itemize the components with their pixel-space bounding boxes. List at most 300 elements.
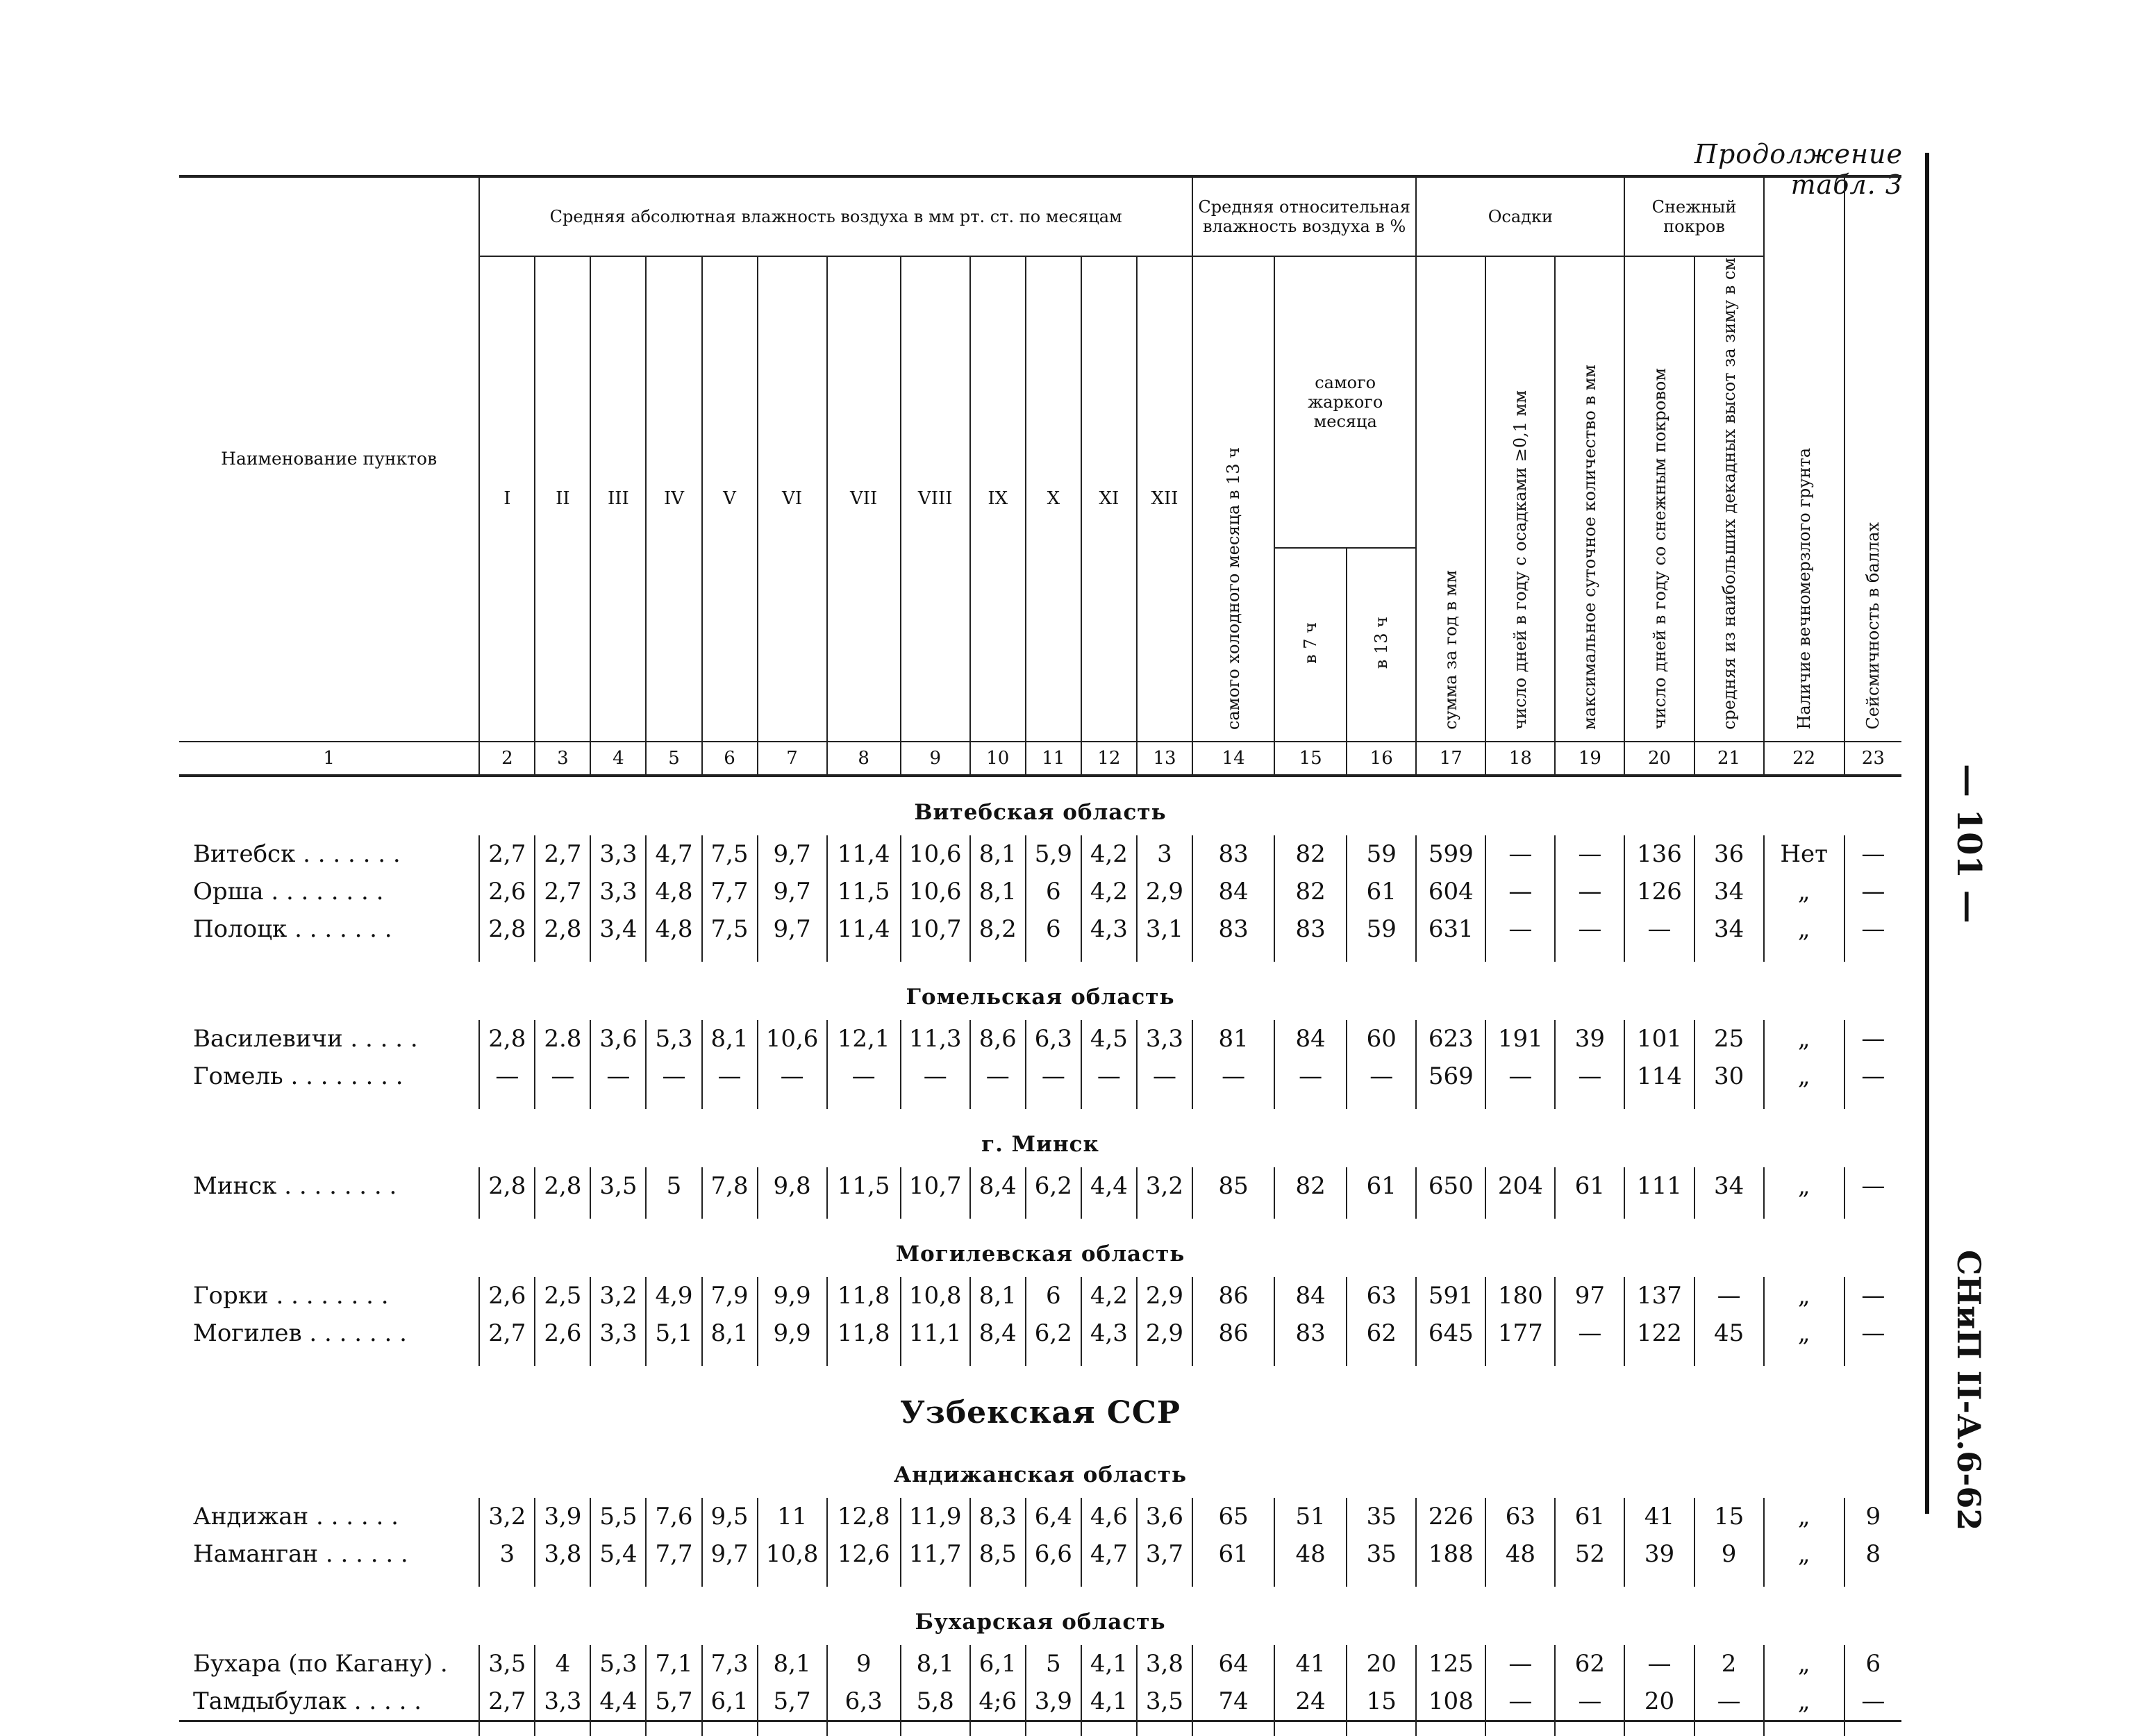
table-cell: 11,1 <box>901 1314 970 1352</box>
spacer-cell <box>1555 1721 1624 1736</box>
spacer-cell <box>1347 1573 1416 1587</box>
climate-table <box>179 175 1901 1736</box>
table-cell: — <box>1844 873 1901 910</box>
table-cell: 9 <box>1844 1498 1901 1535</box>
table-cell: 9,7 <box>758 835 827 873</box>
hot-month-header: самого жаркого месяца <box>1274 256 1416 548</box>
spacer-cell <box>179 1205 479 1219</box>
table-cell: 599 <box>1416 835 1485 873</box>
table-cell: 650 <box>1416 1167 1485 1205</box>
table-cell: 84 <box>1192 873 1274 910</box>
table-cell: 36 <box>1694 835 1764 873</box>
spacer-row <box>179 948 1901 962</box>
spacer-cell <box>702 1205 758 1219</box>
table-cell: 7,1 <box>646 1645 701 1683</box>
month-header: XII <box>1137 256 1192 742</box>
spacer-cell <box>1026 1205 1081 1219</box>
table-body <box>179 742 1901 1736</box>
spacer-cell <box>1192 1095 1274 1109</box>
table-cell: — <box>1555 910 1624 948</box>
table-cell: 3,5 <box>479 1645 535 1683</box>
table-cell: — <box>1274 1058 1347 1095</box>
table-cell: 8,3 <box>970 1498 1026 1535</box>
spacer-cell <box>1764 1721 1844 1736</box>
table-cell: — <box>1844 835 1901 873</box>
spacer-cell <box>1624 1573 1694 1587</box>
column-number: 15 <box>1274 742 1347 776</box>
spacer-cell <box>1274 1095 1347 1109</box>
table-cell: „ <box>1764 1277 1844 1314</box>
table-cell: 3,9 <box>1026 1683 1081 1721</box>
column-number: 19 <box>1555 742 1624 776</box>
spacer-cell <box>758 948 827 962</box>
table-cell: 9 <box>827 1645 901 1683</box>
column-number: 9 <box>901 742 970 776</box>
permafrost-header: Наличие вечномерзлого грунта <box>1764 176 1844 742</box>
table-cell: 4,3 <box>1081 1314 1137 1352</box>
climate-table-wrapper <box>179 175 1901 1736</box>
spacer-cell <box>1274 948 1347 962</box>
table-cell: 62 <box>1347 1314 1416 1352</box>
table-row <box>179 1683 1901 1721</box>
table-cell: 85 <box>1192 1167 1274 1205</box>
table-row <box>179 1498 1901 1535</box>
table-cell: 61 <box>1347 1167 1416 1205</box>
table-cell: 9,7 <box>702 1535 758 1573</box>
snow-header: Снежный покров <box>1624 176 1763 256</box>
table-cell: „ <box>1764 1058 1844 1095</box>
table-cell: 84 <box>1274 1020 1347 1058</box>
table-cell: Нет <box>1764 835 1844 873</box>
table-cell: — <box>1485 1645 1555 1683</box>
section-title: г. Минск <box>981 1131 1099 1157</box>
column-number: 11 <box>1026 742 1081 776</box>
table-row <box>179 1535 1901 1573</box>
table-cell: 8,1 <box>758 1645 827 1683</box>
spacer-cell <box>1192 1573 1274 1587</box>
table-cell: 5,3 <box>590 1645 646 1683</box>
table-cell: 623 <box>1416 1020 1485 1058</box>
table-cell: 2,7 <box>535 835 590 873</box>
table-cell: 7,8 <box>702 1167 758 1205</box>
spacer-cell <box>758 1095 827 1109</box>
spacer-cell <box>1694 1352 1764 1366</box>
table-cell: — <box>1081 1058 1137 1095</box>
table-cell: 2,7 <box>479 1683 535 1721</box>
table-cell: 5,7 <box>646 1683 701 1721</box>
table-cell: 2 <box>1694 1645 1764 1683</box>
table-cell: 4,8 <box>646 910 701 948</box>
month-header: XI <box>1081 256 1137 742</box>
spacer-cell <box>827 1352 901 1366</box>
table-cell: 9,7 <box>758 910 827 948</box>
spacer-cell <box>702 948 758 962</box>
station-name: Тамдыбулак . . . . . <box>179 1683 479 1721</box>
table-cell: „ <box>1764 1645 1844 1683</box>
spacer-cell <box>1844 1205 1901 1219</box>
spacer-cell <box>590 948 646 962</box>
table-cell: — <box>479 1058 535 1095</box>
spacer-cell <box>1485 948 1555 962</box>
table-cell: 39 <box>1624 1535 1694 1573</box>
table-cell: 8,2 <box>970 910 1026 948</box>
table-cell: 137 <box>1624 1277 1694 1314</box>
column-number: 12 <box>1081 742 1137 776</box>
table-cell: 4,4 <box>1081 1167 1137 1205</box>
table-cell: 6,3 <box>1026 1020 1081 1058</box>
table-cell: 122 <box>1624 1314 1694 1352</box>
table-cell: — <box>1555 835 1624 873</box>
spacer-cell <box>179 1095 479 1109</box>
table-cell: 2,7 <box>479 1314 535 1352</box>
table-cell: 3,2 <box>479 1498 535 1535</box>
region-heading-row <box>179 1366 1901 1439</box>
table-cell: 6,2 <box>1026 1167 1081 1205</box>
spacer-cell <box>970 1095 1026 1109</box>
table-cell: 7,5 <box>702 835 758 873</box>
spacer-cell <box>590 1095 646 1109</box>
table-cell: 3 <box>479 1535 535 1573</box>
spacer-cell <box>901 1573 970 1587</box>
station-name: Бухара (по Кагану) . <box>179 1645 479 1683</box>
precip-header: Осадки <box>1416 176 1624 256</box>
section-title: Бухарская область <box>915 1609 1166 1635</box>
spacer-cell <box>1694 1721 1764 1736</box>
table-cell: 20 <box>1347 1645 1416 1683</box>
table-cell: 83 <box>1192 835 1274 873</box>
table-cell: 3,1 <box>1137 910 1192 948</box>
table-cell: 3,7 <box>1137 1535 1192 1573</box>
spacer-cell <box>1081 1095 1137 1109</box>
table-cell: „ <box>1764 1535 1844 1573</box>
table-cell: 3 <box>1137 835 1192 873</box>
column-number: 2 <box>479 742 535 776</box>
table-cell: 10,7 <box>901 1167 970 1205</box>
table-cell: 4,9 <box>646 1277 701 1314</box>
section-heading-row <box>179 962 1901 1020</box>
spacer-cell <box>758 1205 827 1219</box>
spacer-cell <box>1081 1205 1137 1219</box>
spacer-cell <box>970 1721 1026 1736</box>
table-cell: 10,6 <box>758 1020 827 1058</box>
table-row <box>179 1020 1901 1058</box>
table-cell: 35 <box>1347 1498 1416 1535</box>
table-cell: 6,6 <box>1026 1535 1081 1573</box>
table-cell: 35 <box>1347 1535 1416 1573</box>
table-cell: 2,8 <box>479 1167 535 1205</box>
section-title: Могилевская область <box>895 1241 1185 1267</box>
spacer-cell <box>646 1352 701 1366</box>
table-cell: 177 <box>1485 1314 1555 1352</box>
table-cell: 125 <box>1416 1645 1485 1683</box>
spacer-cell <box>179 1573 479 1587</box>
column-number: 1 <box>179 742 479 776</box>
spacer-cell <box>1624 948 1694 962</box>
table-cell: 111 <box>1624 1167 1694 1205</box>
column-number: 4 <box>590 742 646 776</box>
table-cell: 5,1 <box>646 1314 701 1352</box>
table-cell: — <box>702 1058 758 1095</box>
spacer-row <box>179 1573 1901 1587</box>
table-cell: 86 <box>1192 1277 1274 1314</box>
table-cell: 6,4 <box>1026 1498 1081 1535</box>
table-cell: 65 <box>1192 1498 1274 1535</box>
table-cell: 136 <box>1624 835 1694 873</box>
table-cell: 101 <box>1624 1020 1694 1058</box>
table-cell: 6,1 <box>702 1683 758 1721</box>
table-cell: 59 <box>1347 910 1416 948</box>
table-cell: „ <box>1764 1314 1844 1352</box>
table-cell: 2,8 <box>535 910 590 948</box>
table-cell: 2,6 <box>535 1314 590 1352</box>
table-cell: 64 <box>1192 1645 1274 1683</box>
table-cell: 25 <box>1694 1020 1764 1058</box>
table-cell: 6 <box>1026 873 1081 910</box>
spacer-cell <box>1192 1352 1274 1366</box>
table-cell: 8,1 <box>970 835 1026 873</box>
spacer-cell <box>535 1095 590 1109</box>
month-header: VIII <box>901 256 970 742</box>
table-cell: 97 <box>1555 1277 1624 1314</box>
column-number: 18 <box>1485 742 1555 776</box>
spacer-row <box>179 1721 1901 1736</box>
spacer-cell <box>1026 1095 1081 1109</box>
spacer-cell <box>1694 1095 1764 1109</box>
spacer-cell <box>901 948 970 962</box>
document-code: СНиП II-А.6-62 <box>1950 1250 1988 1531</box>
spacer-cell <box>1274 1721 1347 1736</box>
spacer-cell <box>702 1721 758 1736</box>
table-cell: 11,4 <box>827 835 901 873</box>
spacer-cell <box>970 1205 1026 1219</box>
max-daily-header: максимальное суточное количество в мм <box>1555 256 1624 742</box>
table-cell: — <box>1485 835 1555 873</box>
spacer-cell <box>1764 1573 1844 1587</box>
table-cell: 59 <box>1347 835 1416 873</box>
column-number: 7 <box>758 742 827 776</box>
spacer-cell <box>702 1095 758 1109</box>
table-cell: — <box>970 1058 1026 1095</box>
table-cell: 82 <box>1274 873 1347 910</box>
table-cell: 108 <box>1416 1683 1485 1721</box>
table-cell: 11,5 <box>827 1167 901 1205</box>
table-cell: 3,3 <box>590 873 646 910</box>
table-cell: — <box>827 1058 901 1095</box>
spacer-cell <box>1347 948 1416 962</box>
table-cell: — <box>1624 1645 1694 1683</box>
spacer-cell <box>590 1721 646 1736</box>
section-heading-row <box>179 776 1901 835</box>
table-cell: — <box>1844 1058 1901 1095</box>
table-cell: 3,9 <box>535 1498 590 1535</box>
table-cell: 48 <box>1274 1535 1347 1573</box>
table-cell: 2.8 <box>535 1020 590 1058</box>
table-cell: 4,7 <box>1081 1535 1137 1573</box>
table-cell: 8,4 <box>970 1167 1026 1205</box>
table-cell: — <box>1624 910 1694 948</box>
column-number: 8 <box>827 742 901 776</box>
table-cell: 2,9 <box>1137 1277 1192 1314</box>
table-cell: 2,8 <box>535 1167 590 1205</box>
table-cell: 11,8 <box>827 1277 901 1314</box>
spacer-cell <box>1081 1573 1137 1587</box>
table-cell: 2,6 <box>479 873 535 910</box>
table-cell: 8,6 <box>970 1020 1026 1058</box>
table-cell: 3,4 <box>590 910 646 948</box>
table-cell: 4 <box>535 1645 590 1683</box>
spacer-cell <box>1844 1573 1901 1587</box>
table-cell: 15 <box>1347 1683 1416 1721</box>
spacer-cell <box>1844 948 1901 962</box>
table-cell: „ <box>1764 1167 1844 1205</box>
spacer-cell <box>535 948 590 962</box>
column-number: 20 <box>1624 742 1694 776</box>
spacer-cell <box>1347 1095 1416 1109</box>
snow-height-header: средняя из наибольших декадных высот за зиму в см <box>1694 256 1764 742</box>
table-cell: 8,1 <box>970 873 1026 910</box>
table-cell: 8 <box>1844 1535 1901 1573</box>
spacer-row <box>179 1095 1901 1109</box>
table-cell: — <box>590 1058 646 1095</box>
spacer-cell <box>758 1352 827 1366</box>
spacer-cell <box>1192 948 1274 962</box>
table-cell: — <box>1844 1683 1901 1721</box>
table-cell: 82 <box>1274 1167 1347 1205</box>
table-cell: 41 <box>1624 1498 1694 1535</box>
spacer-cell <box>179 948 479 962</box>
table-cell: 3,2 <box>1137 1167 1192 1205</box>
table-cell: 11,9 <box>901 1498 970 1535</box>
table-cell: 11,7 <box>901 1535 970 1573</box>
column-number: 13 <box>1137 742 1192 776</box>
table-cell: 63 <box>1485 1498 1555 1535</box>
month-header: III <box>590 256 646 742</box>
spacer-cell <box>1485 1721 1555 1736</box>
table-row <box>179 910 1901 948</box>
table-cell: 6 <box>1844 1645 1901 1683</box>
table-cell: 45 <box>1694 1314 1764 1352</box>
spacer-cell <box>1555 1573 1624 1587</box>
table-cell: 11,5 <box>827 873 901 910</box>
table-cell: 30 <box>1694 1058 1764 1095</box>
table-cell: 5 <box>1026 1645 1081 1683</box>
table-cell: 4,2 <box>1081 873 1137 910</box>
table-cell: 63 <box>1347 1277 1416 1314</box>
table-cell: — <box>535 1058 590 1095</box>
table-cell: 631 <box>1416 910 1485 948</box>
table-cell: — <box>1844 1277 1901 1314</box>
station-name: Витебск . . . . . . . <box>179 835 479 873</box>
table-cell: 4,5 <box>1081 1020 1137 1058</box>
hot-7h-header: в 7 ч <box>1274 548 1347 742</box>
table-cell: 126 <box>1624 873 1694 910</box>
table-cell: „ <box>1764 1498 1844 1535</box>
spacer-cell <box>1026 1721 1081 1736</box>
table-cell: 5,5 <box>590 1498 646 1535</box>
spacer-cell <box>1137 1095 1192 1109</box>
month-header: VI <box>758 256 827 742</box>
spacer-cell <box>901 1352 970 1366</box>
station-name: Могилев . . . . . . . <box>179 1314 479 1352</box>
table-cell: 34 <box>1694 873 1764 910</box>
table-cell: 4,1 <box>1081 1683 1137 1721</box>
table-cell: 8,5 <box>970 1535 1026 1573</box>
table-cell: — <box>1555 1683 1624 1721</box>
spacer-cell <box>646 1205 701 1219</box>
column-number: 3 <box>535 742 590 776</box>
section-heading-row <box>179 1109 1901 1167</box>
table-cell: 8,1 <box>702 1314 758 1352</box>
spacer-cell <box>1347 1721 1416 1736</box>
table-cell: 3,3 <box>1137 1020 1192 1058</box>
spacer-cell <box>646 1095 701 1109</box>
spacer-cell <box>535 1205 590 1219</box>
spacer-cell <box>535 1352 590 1366</box>
table-cell: 5,7 <box>758 1683 827 1721</box>
column-number: 22 <box>1764 742 1844 776</box>
table-cell: 34 <box>1694 910 1764 948</box>
spacer-cell <box>1416 1095 1485 1109</box>
column-number: 23 <box>1844 742 1901 776</box>
table-cell: 61 <box>1555 1167 1624 1205</box>
spacer-cell <box>1137 948 1192 962</box>
table-cell: 226 <box>1416 1498 1485 1535</box>
table-cell: 4,3 <box>1081 910 1137 948</box>
table-cell: 11 <box>758 1498 827 1535</box>
table-cell: 2,5 <box>535 1277 590 1314</box>
table-row <box>179 1645 1901 1683</box>
spacer-cell <box>179 1352 479 1366</box>
spacer-cell <box>1026 1352 1081 1366</box>
month-header: V <box>702 256 758 742</box>
table-cell: 8,1 <box>901 1645 970 1683</box>
table-cell: 114 <box>1624 1058 1694 1095</box>
table-cell: — <box>1555 873 1624 910</box>
table-cell: 83 <box>1274 1314 1347 1352</box>
table-cell: 9,9 <box>758 1277 827 1314</box>
table-cell: 7,3 <box>702 1645 758 1683</box>
month-header: II <box>535 256 590 742</box>
spacer-cell <box>646 948 701 962</box>
table-cell: — <box>1694 1277 1764 1314</box>
column-number: 5 <box>646 742 701 776</box>
spacer-cell <box>1694 1573 1764 1587</box>
section-heading-row <box>179 1439 1901 1498</box>
table-cell: 5,9 <box>1026 835 1081 873</box>
table-cell: 2,6 <box>479 1277 535 1314</box>
table-cell: 11,3 <box>901 1020 970 1058</box>
spacer-cell <box>901 1721 970 1736</box>
table-cell: 2,8 <box>479 910 535 948</box>
table-cell: 6,2 <box>1026 1314 1081 1352</box>
table-cell: 2,7 <box>535 873 590 910</box>
spacer-cell <box>758 1721 827 1736</box>
table-cell: — <box>1555 1058 1624 1095</box>
section-heading-row <box>179 1587 1901 1645</box>
table-cell: 6,3 <box>827 1683 901 1721</box>
column-number: 10 <box>970 742 1026 776</box>
column-number: 16 <box>1347 742 1416 776</box>
table-cell: 591 <box>1416 1277 1485 1314</box>
table-cell: 10,6 <box>901 873 970 910</box>
table-cell: 83 <box>1274 910 1347 948</box>
table-cell: 51 <box>1274 1498 1347 1535</box>
spacer-cell <box>1694 1205 1764 1219</box>
table-cell: 9,8 <box>758 1167 827 1205</box>
table-cell: 180 <box>1485 1277 1555 1314</box>
spacer-cell <box>1555 1205 1624 1219</box>
table-cell: — <box>1137 1058 1192 1095</box>
